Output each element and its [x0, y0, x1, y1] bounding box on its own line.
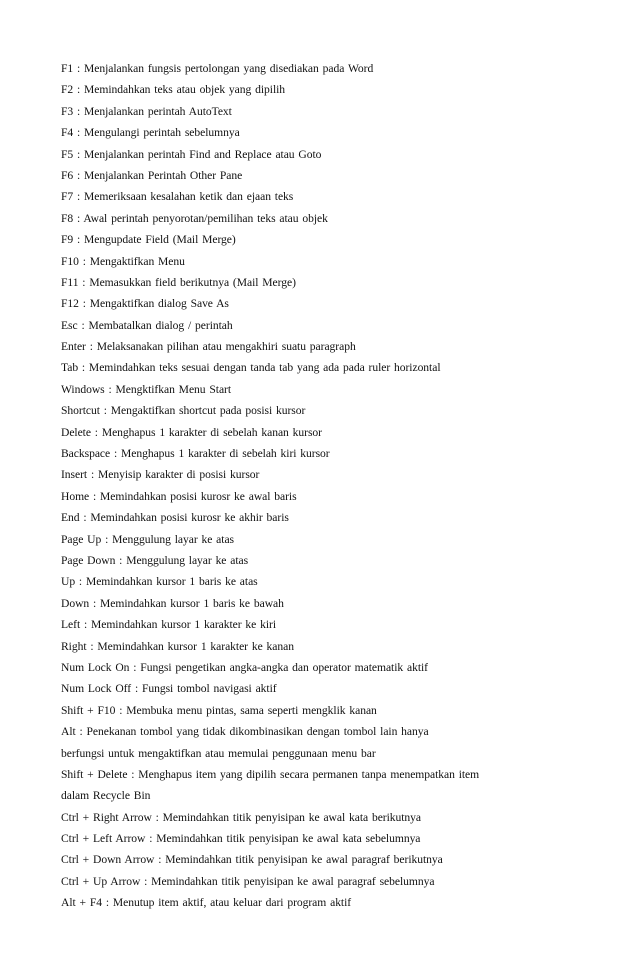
text-line-num-lock-off: Num Lock Off : Fungsi tombol navigasi aktif: [61, 682, 277, 696]
text-line-shift-f10: Shift + F10 : Membuka menu pintas, sama seperti mengklik kanan: [61, 703, 377, 717]
text-line-delete: Delete : Menghapus 1 karakter di sebelah kanan kursor: [61, 425, 322, 439]
text-line-alt: Alt : Penekanan tombol yang tidak dikombinasikan dengan tombol lain hanya: [61, 725, 429, 739]
text-line-f6: F6 : Menjalankan Perintah Other Pane: [61, 168, 243, 182]
text-line-alt-continued: berfungsi untuk mengaktifkan atau memulai penggunaan menu bar: [61, 746, 376, 760]
text-line-f9: F9 : Mengupdate Field (Mail Merge): [61, 233, 236, 247]
text-line-page-down: Page Down : Menggulung layar ke atas: [61, 553, 249, 567]
text-line-ctrl-left-arrow: Ctrl + Left Arrow : Memindahkan titik penyisipan ke awal kata sebelumnya: [61, 832, 421, 846]
text-line-up: Up : Memindahkan kursor 1 baris ke atas: [61, 575, 258, 589]
text-line-f4: F4 : Mengulangi perintah sebelumnya: [61, 126, 240, 140]
text-line-shift-delete: Shift + Delete : Menghapus item yang dipilih secara permanen tanpa menempatkan item: [61, 767, 480, 781]
text-line-page-up: Page Up : Menggulung layar ke atas: [61, 532, 235, 546]
text-line-num-lock-on: Num Lock On : Fungsi pengetikan angka-angka dan operator matematik aktif: [61, 660, 428, 674]
text-line-f3: F3 : Menjalankan perintah AutoText: [61, 104, 232, 118]
text-line-tab: Tab : Memindahkan teks sesuai dengan tanda tab yang ada pada ruler horizontal: [61, 361, 441, 375]
text-line-right: Right : Memindahkan kursor 1 karakter ke kanan: [61, 639, 294, 653]
text-line-left: Left : Memindahkan kursor 1 karakter ke kiri: [61, 618, 277, 632]
text-line-f7: F7 : Memeriksaan kesalahan ketik dan ejaan teks: [61, 190, 294, 204]
text-line-f5: F5 : Menjalankan perintah Find and Replace atau Goto: [61, 147, 322, 161]
text-line-esc: Esc : Membatalkan dialog / perintah: [61, 318, 233, 332]
text-line-f8: F8 : Awal perintah penyorotan/pemilihan teks atau objek: [61, 211, 328, 225]
text-line-ctrl-up-arrow: Ctrl + Up Arrow : Memindahkan titik penyisipan ke awal paragraf sebelumnya: [61, 874, 435, 888]
text-line-f11: F11 : Memasukkan field berikutnya (Mail Merge): [61, 275, 296, 289]
text-line-f10: F10 : Mengaktifkan Menu: [61, 254, 185, 268]
text-line-home: Home : Memindahkan posisi kurosr ke awal baris: [61, 489, 297, 503]
shortcut-list: [61, 58, 621, 914]
text-line-shortcut: Shortcut : Mengaktifkan shortcut pada posisi kursor: [61, 404, 306, 418]
text-line-alt-f4: Alt + F4 : Menutup item aktif, atau keluar dari program aktif: [61, 896, 352, 910]
text-line-f12: F12 : Mengaktifkan dialog Save As: [61, 297, 229, 311]
text-line-f1: F1 : Menjalankan fungsis pertolongan yang disediakan pada Word: [61, 62, 374, 75]
text-line-f2: F2 : Memindahkan teks atau objek yang dipilih: [61, 83, 286, 97]
text-line-enter: Enter : Melaksanakan pilihan atau mengakhiri suatu paragraph: [61, 340, 356, 354]
text-line-ctrl-right-arrow: Ctrl + Right Arrow : Memindahkan titik penyisipan ke awal kata berikutnya: [61, 810, 422, 824]
text-line-shift-delete-continued: dalam Recycle Bin: [61, 789, 151, 803]
text-line-backspace: Backspace : Menghapus 1 karakter di sebelah kiri kursor: [61, 447, 330, 461]
text-line-insert: Insert : Menyisip karakter di posisi kursor: [61, 468, 260, 482]
text-line-ctrl-down-arrow: Ctrl + Down Arrow : Memindahkan titik penyisipan ke awal paragraf berikutnya: [61, 853, 443, 867]
text-line-down: Down : Memindahkan kursor 1 baris ke bawah: [61, 596, 284, 610]
text-line-end: End : Memindahkan posisi kurosr ke akhir baris: [61, 511, 289, 525]
text-line-windows: Windows : Mengktifkan Menu Start: [61, 382, 232, 396]
